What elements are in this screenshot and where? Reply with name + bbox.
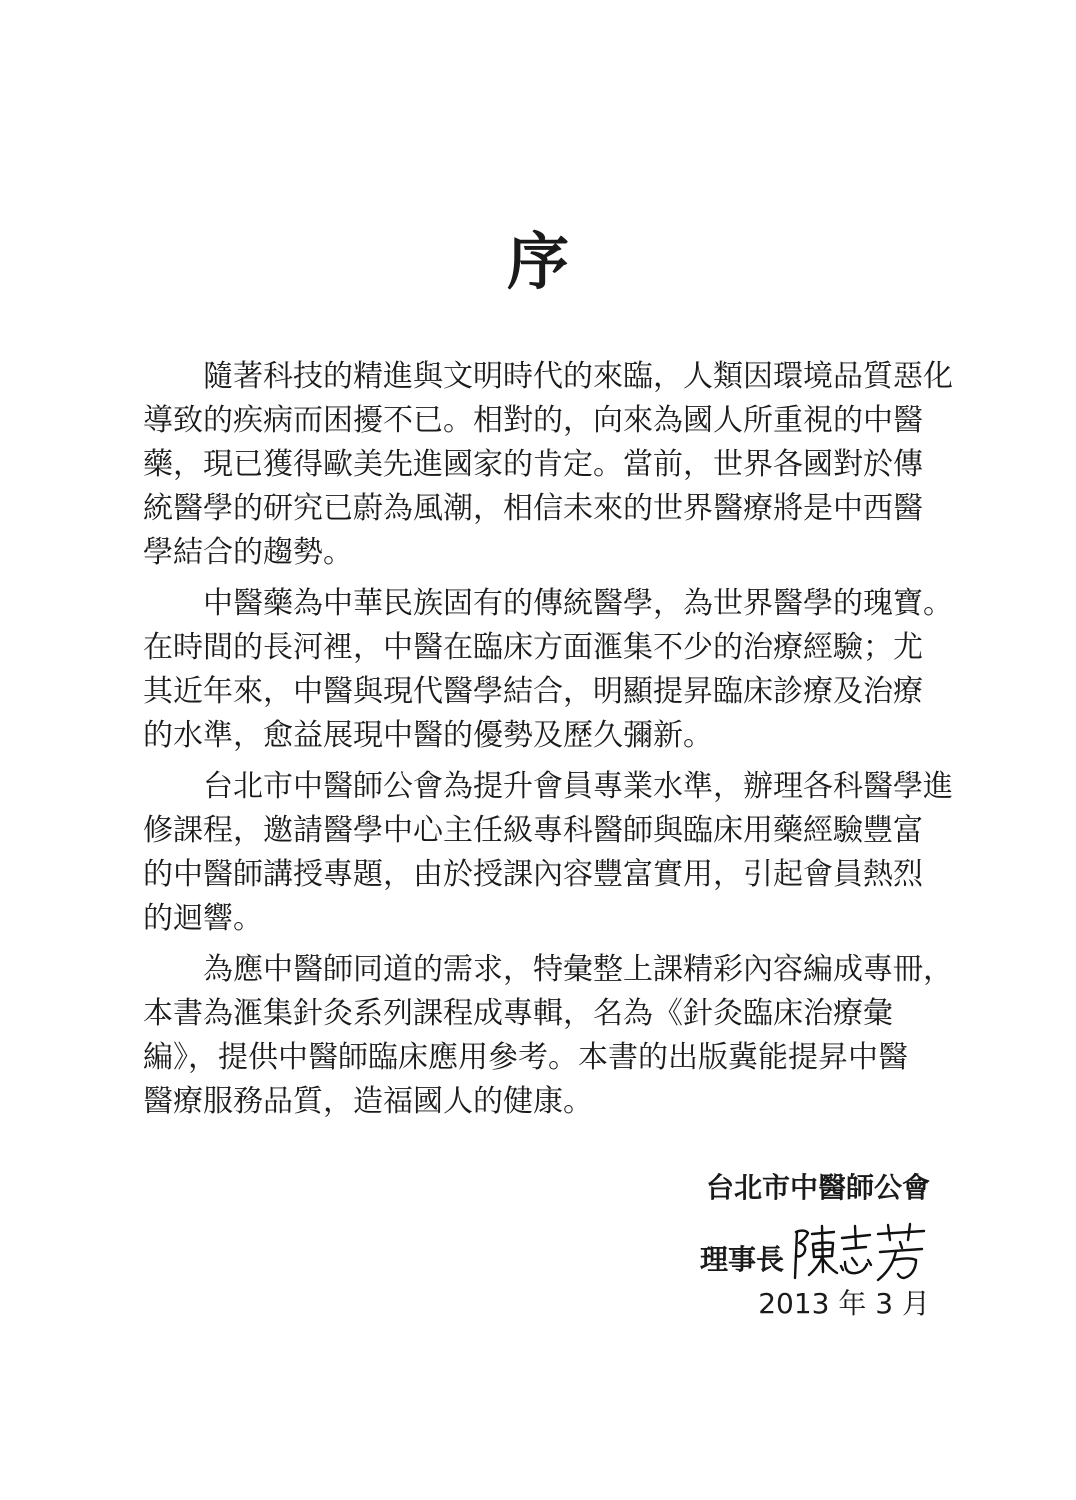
paragraph-line: 導致的疾病而困擾不已。相對的，向來為國人所重視的中醫: [143, 403, 923, 438]
paragraph-1: [143, 355, 953, 575]
paragraph-line: 台北市中醫師公會為提升會員專業水準，辦理各科醫學進: [203, 769, 953, 804]
paragraph-line: 藥，現已獲得歐美先進國家的肯定。當前，世界各國對於傳: [143, 447, 923, 482]
paragraph-line: 統醫學的研究已蔚為風潮，相信未來的世界醫療將是中西醫: [143, 491, 923, 526]
paragraph-line: 隨著科技的精進與文明時代的來臨，人類因環境品質惡化: [203, 359, 953, 394]
preface-body: [143, 355, 953, 1131]
paragraph-line: 的中醫師講授專題，由於授課內容豐富實用，引起會員熱烈: [143, 857, 923, 892]
organization-name: 台北市中醫師公會: [705, 1171, 930, 1204]
paragraph-3: [143, 765, 953, 941]
preface-date: 2013 年 3 月: [758, 1287, 930, 1320]
handwritten-signature: [790, 1222, 930, 1284]
paragraph-line: 醫療服務品質，造福國人的健康。: [143, 1084, 593, 1119]
paragraph-line: 其近年來，中醫與現代醫學結合，明顯提昇臨床診療及治療: [143, 674, 923, 709]
paragraph-4: [143, 948, 953, 1124]
chair-title: 理事長: [699, 1243, 784, 1276]
page-title: 序: [506, 225, 569, 298]
paragraph-line: 中醫藥為中華民族固有的傳統醫學，為世界醫學的瑰寶。: [203, 586, 953, 621]
paragraph-line: 在時間的長河裡，中醫在臨床方面滙集不少的治療經驗；尤: [143, 630, 923, 665]
paragraph-line: 的迴響。: [143, 901, 263, 936]
paragraph-line: 為應中醫師同道的需求，特彙整上課精彩內容編成專冊，: [203, 952, 953, 987]
paragraph-line: 編》，提供中醫師臨床應用參考。本書的出版冀能提昇中醫: [143, 1040, 908, 1075]
paragraph-line: 本書為滙集針灸系列課程成專輯，名為《針灸臨床治療彙: [143, 996, 893, 1031]
paragraph-line: 學結合的趨勢。: [143, 535, 353, 570]
chair-signature-row: [700, 1222, 930, 1284]
paragraph-line: 修課程，邀請醫學中心主任級專科醫師與臨床用藥經驗豐富: [143, 813, 923, 848]
paragraph-2: [143, 582, 953, 758]
paragraph-line: 的水準，愈益展現中醫的優勢及歷久彌新。: [143, 718, 713, 753]
